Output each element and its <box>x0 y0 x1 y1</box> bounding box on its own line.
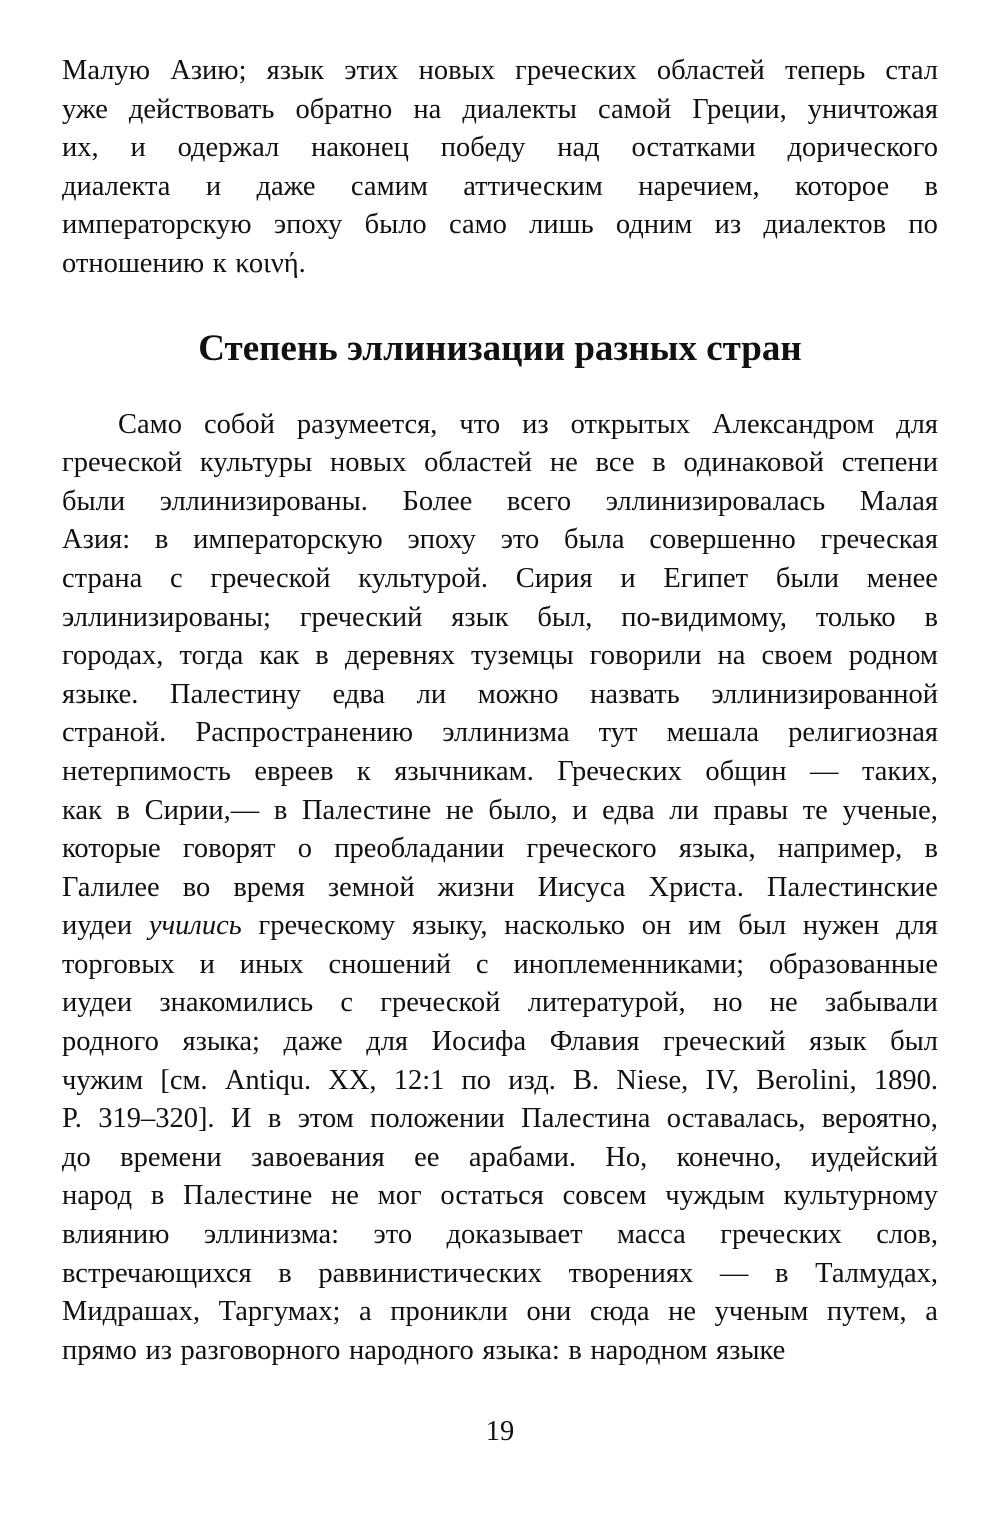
section-heading: Степень эллинизации разных стран <box>198 327 802 369</box>
text-line: Малую Азию; язык этих новых греческих областей теперь стал <box>62 55 938 86</box>
text-line: эллинизированы; греческий язык был, по-видимому, только в <box>62 601 938 633</box>
text-line: родного языка; даже для Иосифа Флавия греческий язык был <box>62 1026 938 1058</box>
text-line: народ в Палестине не мог остаться совсем чуждым культурному <box>62 1180 938 1212</box>
paragraph-2 <box>62 406 938 1371</box>
page-number: 19 <box>485 1416 515 1447</box>
text-line: Само собой разумеется, что из открытых Александром для <box>118 408 938 440</box>
text-line: императорскую эпоху было само лишь одним из диалектов по <box>62 209 938 241</box>
text-line: иудеи учились греческому языку, насколько он им был нужен для <box>62 910 938 942</box>
text-line: уже действовать обратно на диалекты самой Греции, уничтожая <box>62 93 938 125</box>
text-line: нетерпимость евреев к язычникам. Греческих общин — таких, <box>62 755 938 787</box>
text-line: чужим [см. Antiqu. XX, 12:1 по изд. B. Niese, IV, Berolini, 1890. <box>62 1064 938 1096</box>
text-line: Азия: в императорскую эпоху это была совершенно греческая <box>62 524 938 556</box>
text-line: греческой культуры новых областей не все в одинаковой степени <box>62 447 938 479</box>
text-line: иудеи знакомились с греческой литературой, но не забывали <box>62 987 938 1019</box>
text-line: городах, тогда как в деревнях туземцы говорили на своем родном <box>62 640 938 672</box>
text-line: Галилее во время земной жизни Иисуса Христа. Палестинские <box>62 871 938 903</box>
text-line: диалекта и даже самим аттическим наречием, которое в <box>62 170 938 202</box>
text-line: языке. Палестину едва ли можно назвать эллинизированной <box>62 678 938 710</box>
text-line: P. 319–320]. И в этом положении Палестина оставалась, вероятно, <box>62 1103 938 1135</box>
page-body <box>62 52 938 1370</box>
text-line: до времени завоевания ее арабами. Но, конечно, иудейский <box>62 1141 938 1173</box>
paragraph-1 <box>62 52 938 284</box>
text-line: Мидрашах, Таргумах; а проникли они сюда не ученым путем, а <box>62 1296 938 1328</box>
text-line: как в Сирии,— в Палестине не было, и едва ли правы те ученые, <box>62 794 938 826</box>
text-line: страна с греческой культурой. Сирия и Египет были менее <box>62 562 938 594</box>
text-line: которые говорят о преобладании греческого языка, например, в <box>62 833 938 865</box>
text-line: влиянию эллинизма: это доказывает масса греческих слов, <box>62 1219 938 1251</box>
text-line: отношению к κοινή. <box>62 247 306 279</box>
text-line: встречающихся в раввинистических творениях — в Талмудах, <box>62 1257 938 1289</box>
text-line: торговых и иных сношений с иноплеменниками; образованные <box>62 948 938 980</box>
text-line: страной. Распространению эллинизма тут мешала религиозная <box>62 717 938 749</box>
text-line: были эллинизированы. Более всего эллинизировалась Малая <box>62 485 938 517</box>
text-line: прямо из разговорного народного языка: в народном языке <box>62 1334 786 1366</box>
text-line: их, и одержал наконец победу над остатками дорического <box>62 132 938 164</box>
